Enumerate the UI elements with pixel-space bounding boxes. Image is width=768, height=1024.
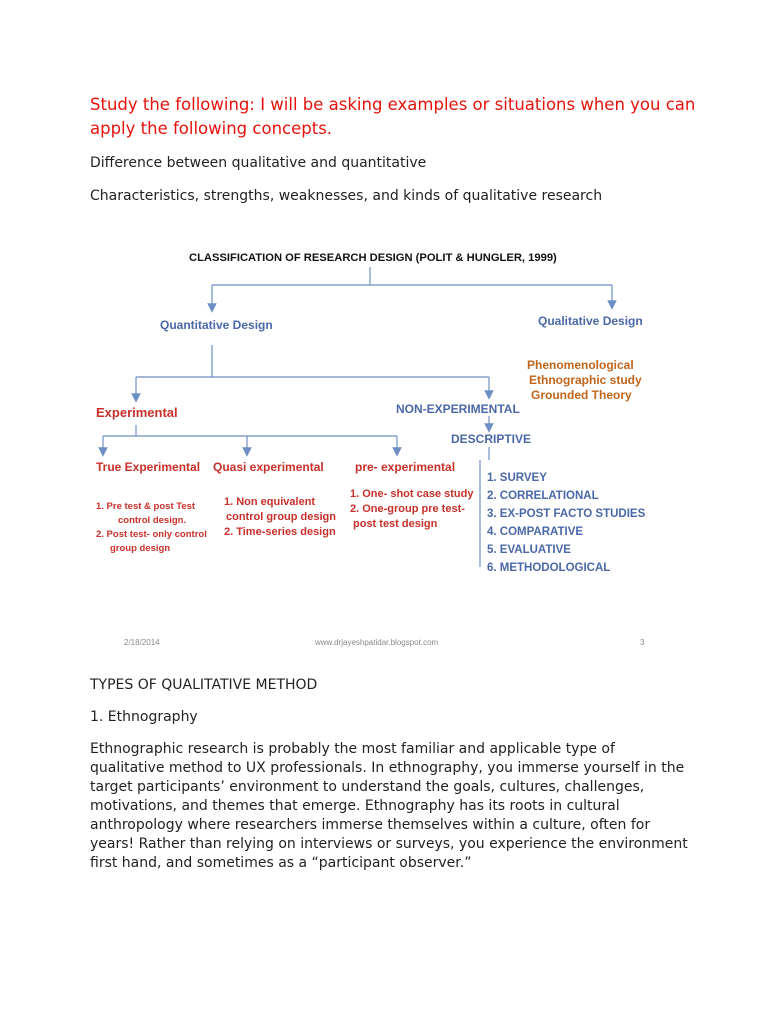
intro-line-2: Characteristics, strengths, weaknesses, and kinds of qualitative research [90, 188, 603, 204]
descriptive-label: DESCRIPTIVE [451, 432, 532, 446]
descriptive-item-1: 1. SURVEY [487, 472, 547, 484]
quasi-item-1: 1. Non equivalent [224, 496, 316, 508]
quasi-item-2: 2. Time-series design [224, 526, 336, 538]
true-item-2: 2. Post test- only control [96, 529, 207, 540]
descriptive-item-4: 4. COMPARATIVE [487, 526, 584, 538]
true-item-1: 1. Pre test & post Test [96, 501, 196, 512]
qual-item-2: Ethnographic study [529, 373, 642, 387]
descriptive-item-5: 5. EVALUATIVE [487, 544, 571, 556]
slide-footer-date: 2/18/2014 [124, 638, 160, 647]
qual-item-3: Grounded Theory [531, 388, 632, 402]
non-experimental-label: NON-EXPERIMENTAL [396, 402, 520, 416]
section-heading: TYPES OF QUALITATIVE METHOD [90, 677, 318, 693]
diagram-title: CLASSIFICATION OF RESEARCH DESIGN (POLIT & HUNGLER, 1999) [189, 252, 557, 264]
research-design-diagram [85, 235, 675, 655]
descriptive-item-2: 2. CORRELATIONAL [487, 490, 599, 502]
experimental-label: Experimental [96, 405, 178, 420]
true-item-2b: group design [110, 543, 171, 554]
true-item-1b: control design. [118, 515, 187, 526]
pre-item-2: 2. One-group pre test- [350, 503, 465, 515]
pre-experimental-label: pre- experimental [355, 460, 456, 474]
ethnography-paragraph: Ethnographic research is probably the most familiar and applicable type of qualitative method to UX professionals. In ethnography, you immerse yourself in the target participants’ environment to understand the goals, cultures, challenges, motivations, and themes that emerge. Ethnography has its roots in cultural anthropology where researchers immerse themselves within a culture, often for years! Rather than relying on interviews or surveys, you experience the environment first hand, and sometimes as a “participant observer.” [90, 741, 688, 871]
qualitative-design-label: Qualitative Design [538, 314, 643, 328]
quasi-item-1b: control group design [226, 511, 336, 523]
descriptive-item-3: 3. EX-POST FACTO STUDIES [487, 508, 646, 520]
slide-footer-page: 3 [640, 638, 645, 647]
true-experimental-label: True Experimental [96, 460, 201, 474]
quasi-experimental-label: Quasi experimental [213, 460, 324, 474]
pre-item-2b: post test design [353, 518, 438, 530]
page-heading: Study the following: I will be asking examples or situations when you can apply the following concepts. [90, 95, 696, 138]
intro-line-1: Difference between qualitative and quantitative [90, 155, 427, 171]
qual-item-1: Phenomenological [527, 358, 634, 372]
pre-item-1: 1. One- shot case study [350, 488, 474, 500]
slide-footer-url: www.drjayeshpatidar.blogspot.com [315, 638, 439, 647]
quantitative-design-label: Quantitative Design [160, 318, 273, 332]
descriptive-item-6: 6. METHODOLOGICAL [487, 562, 611, 574]
section-subheading: 1. Ethnography [90, 709, 198, 725]
